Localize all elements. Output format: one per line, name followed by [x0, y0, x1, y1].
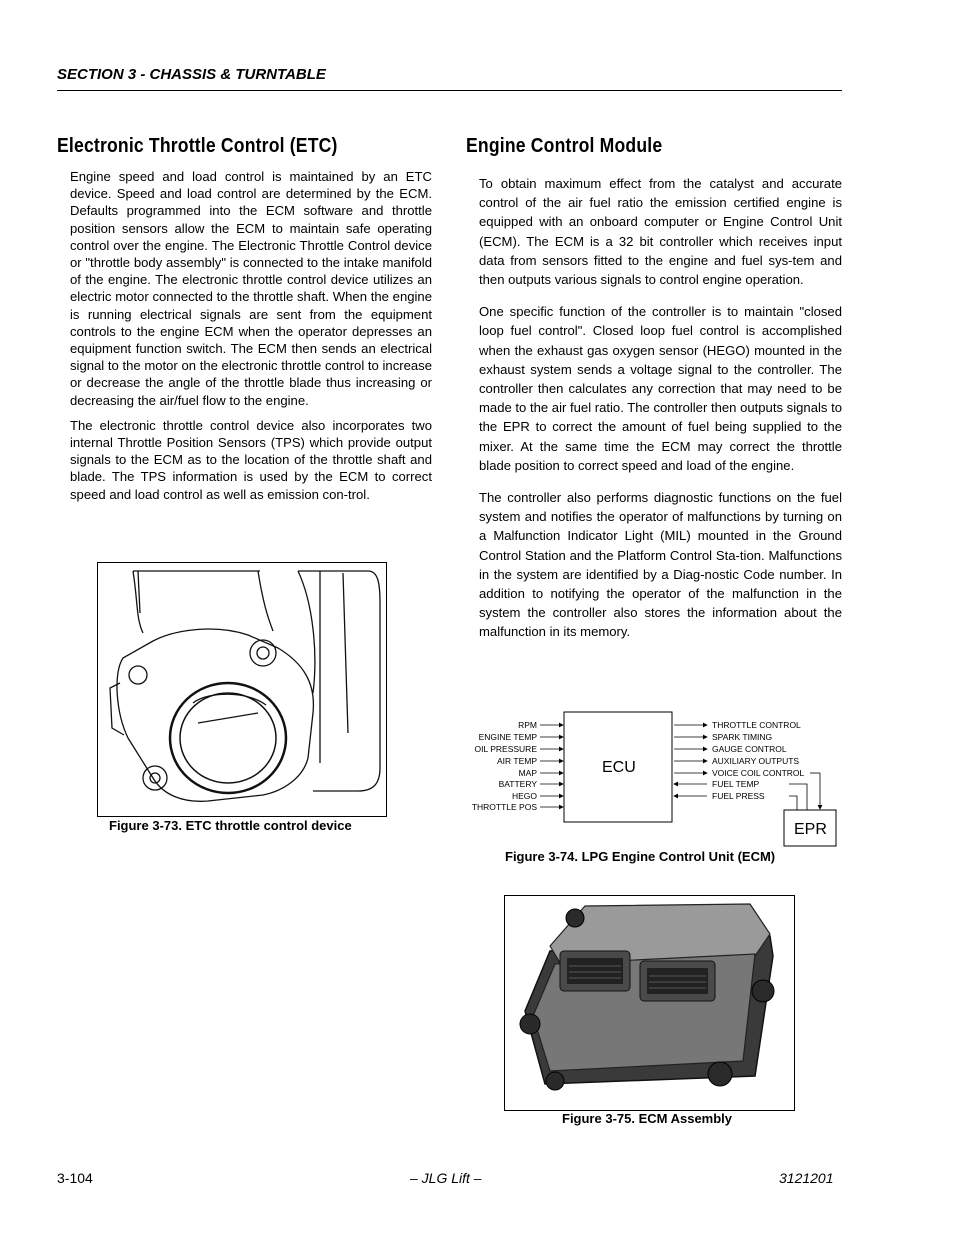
ecm-paragraph-3: The controller also performs diagnostic functions on the fuel system and notifies the operator of malfunctions by turning on a Malfunction Indicator Light (MIL) mounted in the Ground Control Station and the Platform Control Sta-tion. Malfunctions in the system are identified by a Diag-nostic Code number. In addition to notifying the operator of the malfunction in the system the controller also stores the information about the malfunction in its memory. — [479, 490, 842, 640]
ecm-heading: Engine Control Module — [466, 135, 663, 157]
etc-heading: Electronic Throttle Control (ETC) — [57, 135, 338, 157]
input-label: OIL PRESSURE — [474, 744, 537, 754]
etc-body — [70, 168, 432, 511]
input-label: BATTERY — [498, 779, 537, 789]
section-header: SECTION 3 - CHASSIS & TURNTABLE — [57, 66, 326, 83]
etc-heading-wrap — [57, 135, 437, 158]
ecm-body — [479, 174, 842, 655]
ecm-assembly-figure — [504, 895, 795, 1111]
input-label: MAP — [518, 768, 537, 778]
ecm-heading-wrap — [466, 135, 846, 158]
ecu-diagram — [464, 706, 844, 851]
input-label: RPM — [518, 720, 537, 730]
input-label: ENGINE TEMP — [478, 732, 537, 742]
output-label: SPARK TIMING — [712, 732, 773, 742]
input-label: THROTTLE POS — [471, 802, 537, 812]
figure-75-caption: Figure 3-75. ECM Assembly — [562, 1111, 733, 1126]
doc-number: 3121201 — [779, 1170, 834, 1186]
input-label: AIR TEMP — [497, 756, 537, 766]
ecm-paragraph-1: To obtain maximum effect from the catalyst and accurate control of the air fuel ratio the emission certified engine is equipped with an onboard computer or Engine Control Unit (ECM). The ECM is a 32 bit controller which receives input data from sensors fitted to the engine and fuel sys-tem and then outputs various signals to control engine operation. — [479, 176, 842, 288]
return-label: FUEL PRESS — [712, 791, 765, 801]
epr-label: EPR — [794, 821, 827, 838]
etc-paragraph-1: Engine speed and load control is maintained by an ETC device. Speed and load control are determined by the ECM. Defaults programmed into the ECM software and throttle position sensors allow the ECM to maintain safe operating control over the engine. The Electronic Throttle Control device or "throttle body assembly" is connected to the intake manifold of the engine. The electronic throttle control device utilizes an electric motor connected to the throttle shaft. When the engine is running electrical signals are sent from the equipment controls to the engine ECM when the operator depresses an equipment function switch. The ECM then sends an electrical signal to the motor on the electronic throttle control to increase or decrease the angle of the throttle blade thus increasing or decreasing the air/fuel flow to the engine. — [70, 169, 432, 408]
etc-figure — [97, 562, 387, 817]
input-label: HEGO — [511, 791, 537, 801]
throttle-body-illustration — [98, 563, 386, 816]
footer-center: – JLG Lift – — [410, 1170, 482, 1186]
header-rule — [57, 90, 842, 91]
ecm-assembly-illustration — [505, 896, 794, 1110]
output-label: VOICE COIL CONTROL — [712, 768, 805, 778]
figure-74-caption: Figure 3-74. LPG Engine Control Unit (ECM) — [505, 849, 776, 864]
output-label: GAUGE CONTROL — [712, 744, 787, 754]
etc-paragraph-2: The electronic throttle control device also incorporates two internal Throttle Position Sensors (TPS) which provide output signals to the ECM as to the location of the throttle shaft and blade. The TPS information is used by the ECM to correct speed and load control as well as emission con-trol. — [70, 417, 432, 502]
ecm-paragraph-2: One specific function of the controller is to maintain "closed loop fuel control". Closed loop fuel control is accomplished when the exhaust gas oxygen sensor (HEGO) mounted in the exhaust system sends a voltage signal to the controller. The controller then calculates any correction that may need to be made to the air fuel ratio. The controller then outputs signals to the EPR to correct the amount of fuel being supplied to the mixer. At the same time the ECM may correct the throttle blade position to correct speed and load of the engine. — [479, 304, 842, 473]
ecu-label: ECU — [602, 759, 636, 776]
return-label: FUEL TEMP — [712, 779, 760, 789]
page-number: 3-104 — [57, 1170, 93, 1186]
figure-73-caption: Figure 3-73. ETC throttle control device — [109, 818, 352, 833]
output-label: AUXILIARY OUTPUTS — [712, 756, 800, 766]
output-label: THROTTLE CONTROL — [712, 720, 801, 730]
